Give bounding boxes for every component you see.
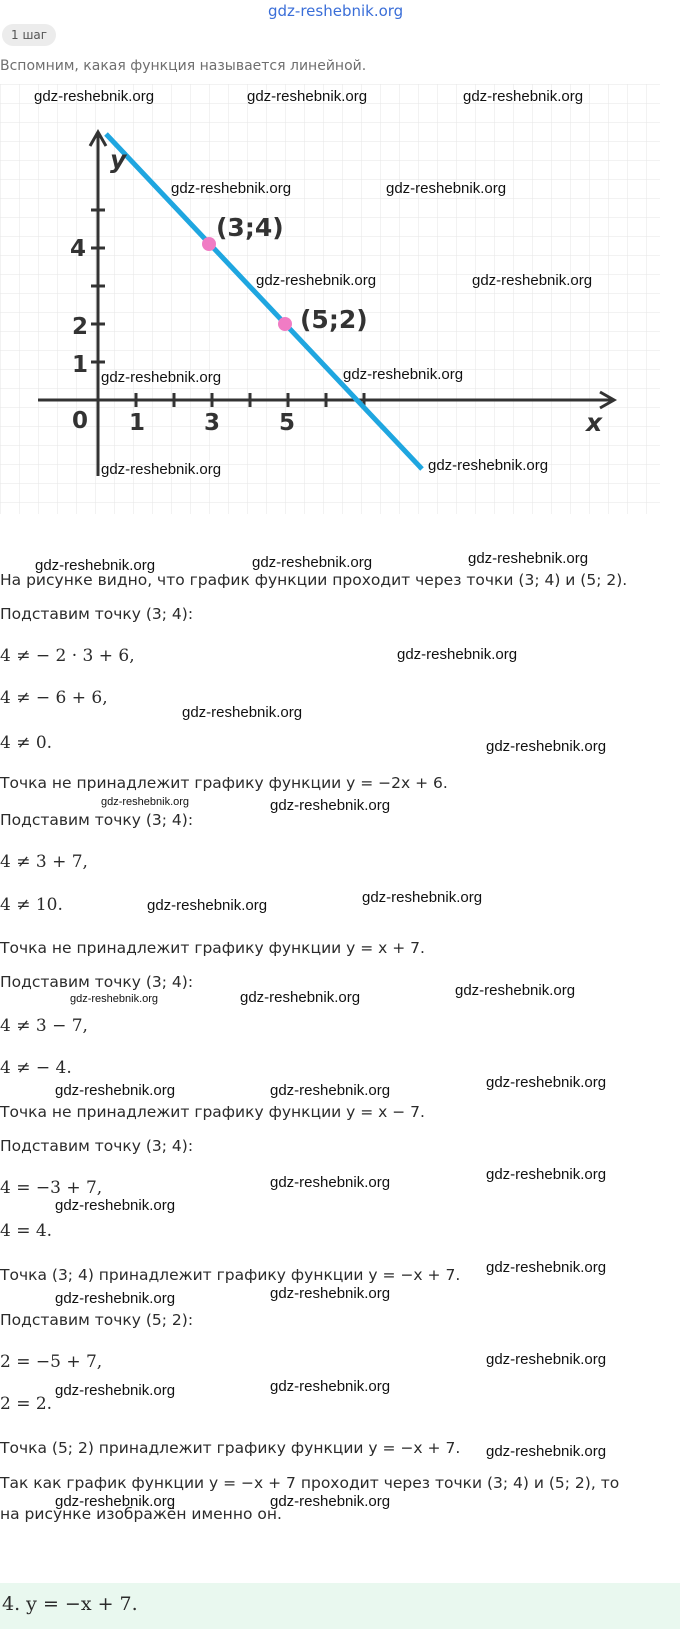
solution-line: Точка (3; 4) принадлежит графику функции y = −x + 7. [0,1266,461,1284]
solution-line: 4 ≠ 10. [0,895,63,915]
solution-line: Подставим точку (3; 4): [0,605,194,623]
watermark: gdz-reshebnik.org [256,272,377,289]
solution-line: Точка не принадлежит графику функции y = −2x + 6. [0,774,448,792]
watermark: gdz-reshebnik.org [147,897,268,914]
watermark: gdz-reshebnik.org [35,557,156,574]
solution-line: 4 ≠ − 2 · 3 + 6, [0,646,135,666]
solution-line: на рисунке изображён именно он. [0,1505,282,1523]
watermark: gdz-reshebnik.org [362,889,483,906]
watermark: gdz-reshebnik.org [472,272,593,289]
watermark: gdz-reshebnik.org [240,989,361,1006]
watermark: gdz-reshebnik.org [55,1382,176,1399]
point-5-2 [278,317,292,331]
solution-line: Подставим точку (3; 4): [0,811,194,829]
point-label-3-4: (3;4) [216,213,284,242]
solution-line: 4 ≠ − 6 + 6, [0,688,108,708]
watermark: gdz-reshebnik.org [343,366,464,383]
x-tick-label: 3 [204,410,221,436]
solution-line: Подставим точку (5; 2): [0,1311,194,1329]
watermark: gdz-reshebnik.org [247,88,368,105]
solution-line: 4 = 4. [0,1221,53,1241]
watermark: gdz-reshebnik.org [463,88,584,105]
y-tick-label: 4 [70,236,87,262]
x-tick-label: 5 [279,410,296,436]
watermark: gdz-reshebnik.org [55,1493,176,1510]
watermark: gdz-reshebnik.org [270,1493,391,1510]
solution-line: Так как график функции y = −x + 7 проходит через точки (3; 4) и (5; 2), то [0,1474,620,1492]
watermark: gdz-reshebnik.org [468,550,589,567]
watermark: gdz-reshebnik.org [252,554,373,571]
watermark: gdz-reshebnik.org [171,180,292,197]
watermark: gdz-reshebnik.org [486,1074,607,1091]
watermark: gdz-reshebnik.org [270,1174,391,1191]
solution-line: 4 ≠ 3 − 7, [0,1016,88,1036]
watermark: gdz-reshebnik.org [270,797,391,814]
solution-line: 2 = −5 + 7, [0,1352,103,1372]
watermark: gdz-reshebnik.org [55,1197,176,1214]
answer-box [0,1583,680,1629]
watermark: gdz-reshebnik.org [101,369,222,386]
solution-line: 4 ≠ 0. [0,733,53,753]
watermark: gdz-reshebnik.org [55,1082,176,1099]
solution-line: Точка не принадлежит графику функции y = x + 7. [0,939,425,957]
intro-text: Вспомним, какая функция называется линейной. [0,58,367,74]
watermark: gdz-reshebnik.org [486,1443,607,1460]
origin-label: 0 [72,408,89,434]
watermark: gdz-reshebnik.org [397,646,518,663]
solution-line: Точка (5; 2) принадлежит графику функции y = −x + 7. [0,1439,461,1457]
solution-line: На рисунке видно, что график функции проходит через точки (3; 4) и (5; 2). [0,571,628,589]
watermark: gdz-reshebnik.org [428,457,549,474]
point-3-4 [202,237,216,251]
solution-line: Подставим точку (3; 4): [0,1137,194,1155]
answer-text: 4. y = −x + 7. [2,1593,138,1615]
y-tick-label: 2 [72,314,89,340]
watermark: gdz-reshebnik.org [486,1351,607,1368]
solution-line: Подставим точку (3; 4): [0,973,194,991]
watermark: gdz-reshebnik.org [270,1285,391,1302]
watermark: gdz-reshebnik.org [386,180,507,197]
watermark: gdz-reshebnik.org [70,993,159,1005]
site-title[interactable]: gdz-reshebnik.org [268,2,404,20]
y-axis-label: y [110,145,127,174]
y-tick-label: 1 [72,352,89,378]
watermark: gdz-reshebnik.org [101,796,190,808]
solution-line: 4 ≠ 3 + 7, [0,852,88,872]
watermark: gdz-reshebnik.org [486,738,607,755]
watermark: gdz-reshebnik.org [486,1166,607,1183]
watermark: gdz-reshebnik.org [34,88,155,105]
solution-line: 2 = 2. [0,1394,53,1414]
x-axis-label: x [586,408,603,437]
watermark: gdz-reshebnik.org [55,1290,176,1307]
watermark: gdz-reshebnik.org [270,1082,391,1099]
watermark: gdz-reshebnik.org [182,704,303,721]
watermark: gdz-reshebnik.org [270,1378,391,1395]
solution-line: 4 = −3 + 7, [0,1178,103,1198]
solution-line: Точка не принадлежит графику функции y = x − 7. [0,1103,425,1121]
watermark: gdz-reshebnik.org [486,1259,607,1276]
step-badge: 1 шаг [2,24,56,46]
watermark: gdz-reshebnik.org [455,982,576,999]
point-label-5-2: (5;2) [300,305,368,334]
x-tick-label: 1 [129,410,146,436]
watermark: gdz-reshebnik.org [101,461,222,478]
linear-function-graph [0,84,660,514]
solution-line: 4 ≠ − 4. [0,1058,72,1078]
